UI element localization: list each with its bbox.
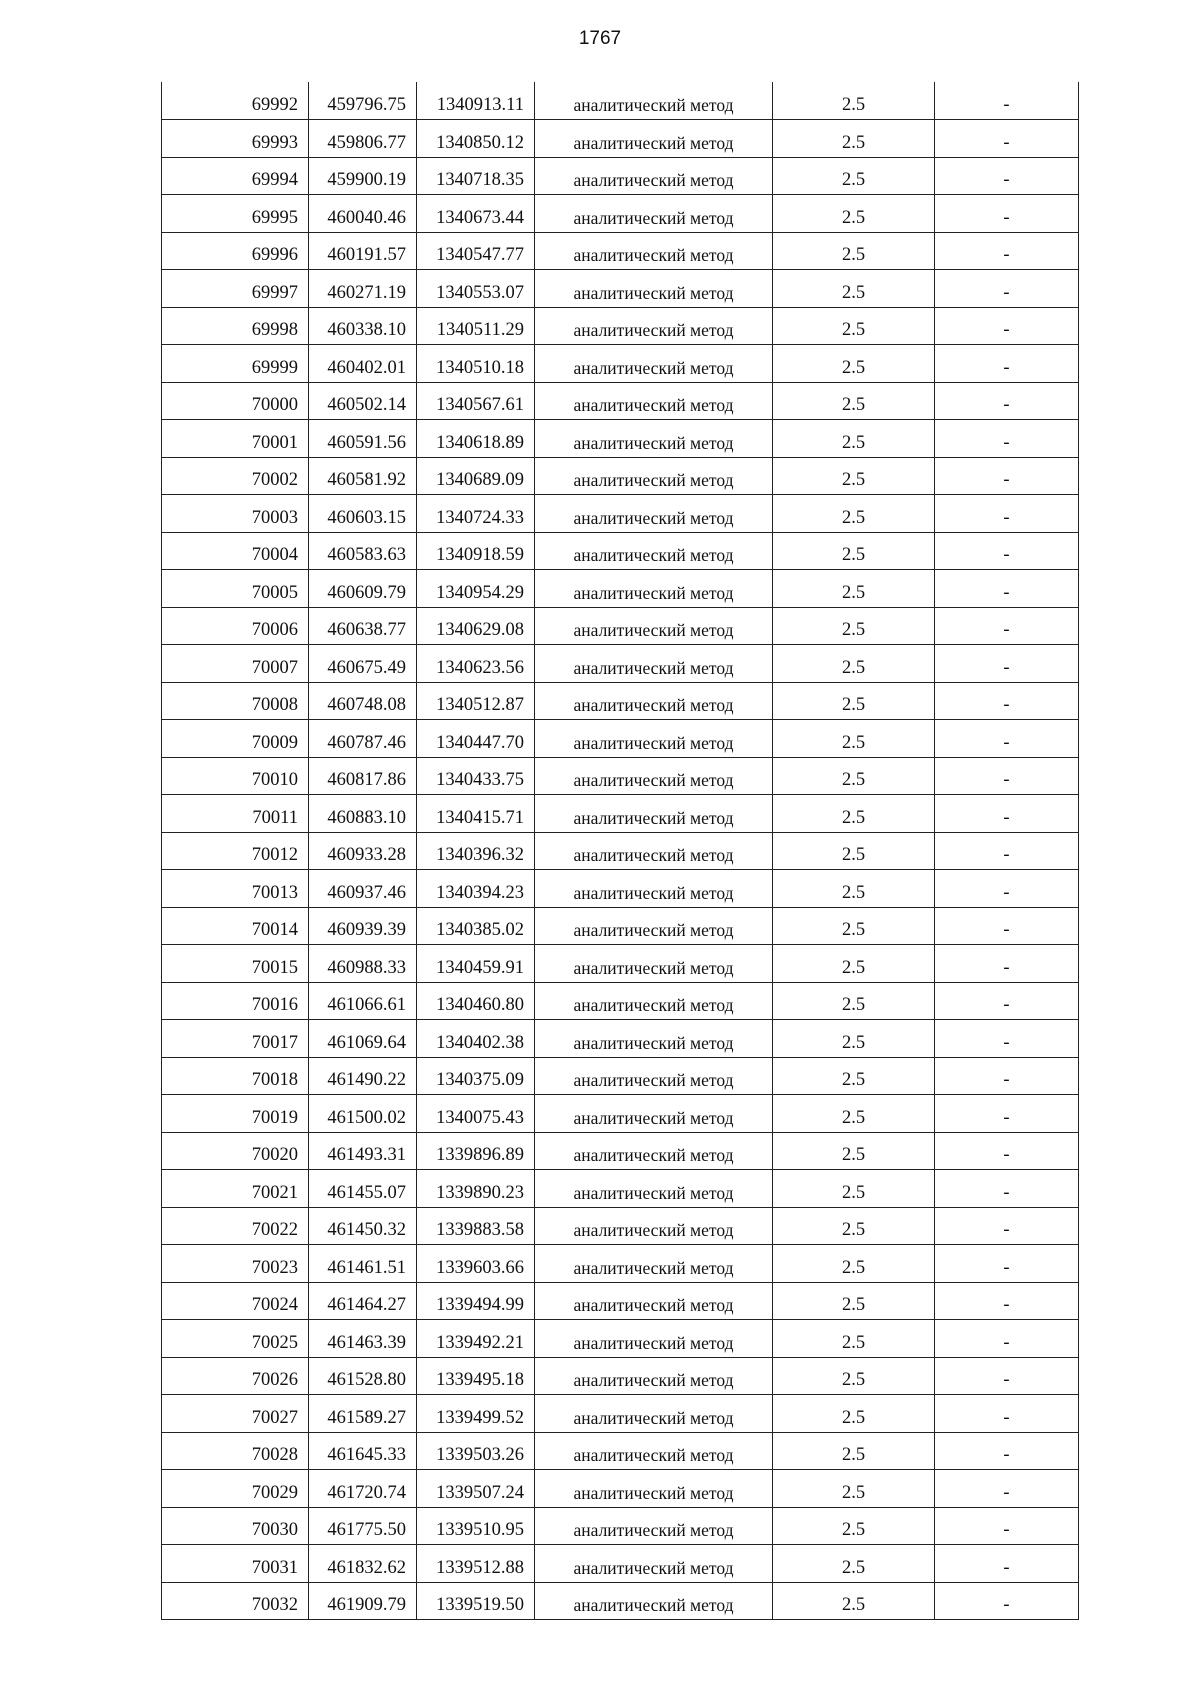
table-row — [162, 420, 1079, 458]
note-cell: - — [935, 907, 1079, 945]
y-coordinate-cell: 1340375.09 — [417, 1057, 535, 1095]
y-coordinate-cell: 1340460.80 — [417, 982, 535, 1020]
x-coordinate-cell: 461069.64 — [309, 1020, 417, 1058]
x-coordinate-cell: 461500.02 — [309, 1095, 417, 1133]
method-cell: аналитический метод — [535, 82, 773, 120]
point-number-cell: 69994 — [162, 157, 309, 195]
x-coordinate-cell: 460883.10 — [309, 795, 417, 833]
x-coordinate-cell: 461720.74 — [309, 1470, 417, 1508]
note-cell: - — [935, 532, 1079, 570]
y-coordinate-cell: 1340850.12 — [417, 120, 535, 158]
note-cell: - — [935, 1245, 1079, 1283]
point-number-cell: 70010 — [162, 757, 309, 795]
table-row — [162, 1057, 1079, 1095]
table-row — [162, 870, 1079, 908]
method-cell: аналитический метод — [535, 495, 773, 533]
y-coordinate-cell: 1340567.61 — [417, 382, 535, 420]
table-row — [162, 1095, 1079, 1133]
accuracy-cell: 2.5 — [773, 420, 935, 458]
y-coordinate-cell: 1340402.38 — [417, 1020, 535, 1058]
accuracy-cell: 2.5 — [773, 195, 935, 233]
method-cell: аналитический метод — [535, 1132, 773, 1170]
accuracy-cell: 2.5 — [773, 982, 935, 1020]
point-number-cell: 70021 — [162, 1170, 309, 1208]
point-number-cell: 70029 — [162, 1470, 309, 1508]
table-row — [162, 1207, 1079, 1245]
x-coordinate-cell: 460591.56 — [309, 420, 417, 458]
method-cell: аналитический метод — [535, 720, 773, 758]
accuracy-cell: 2.5 — [773, 82, 935, 120]
x-coordinate-cell: 461490.22 — [309, 1057, 417, 1095]
x-coordinate-cell: 459796.75 — [309, 82, 417, 120]
method-cell: аналитический метод — [535, 420, 773, 458]
table-row — [162, 607, 1079, 645]
table-row — [162, 495, 1079, 533]
note-cell: - — [935, 607, 1079, 645]
x-coordinate-cell: 461528.80 — [309, 1357, 417, 1395]
method-cell: аналитический метод — [535, 1432, 773, 1470]
table-row — [162, 1132, 1079, 1170]
x-coordinate-cell: 460581.92 — [309, 457, 417, 495]
table-row — [162, 907, 1079, 945]
y-coordinate-cell: 1340075.43 — [417, 1095, 535, 1133]
method-cell: аналитический метод — [535, 1395, 773, 1433]
table-row — [162, 120, 1079, 158]
y-coordinate-cell: 1339492.21 — [417, 1320, 535, 1358]
accuracy-cell: 2.5 — [773, 795, 935, 833]
method-cell: аналитический метод — [535, 1057, 773, 1095]
point-number-cell: 70023 — [162, 1245, 309, 1283]
accuracy-cell: 2.5 — [773, 1470, 935, 1508]
x-coordinate-cell: 460933.28 — [309, 832, 417, 870]
y-coordinate-cell: 1339510.95 — [417, 1507, 535, 1545]
note-cell: - — [935, 1582, 1079, 1620]
x-coordinate-cell: 461450.32 — [309, 1207, 417, 1245]
point-number-cell: 70007 — [162, 645, 309, 683]
y-coordinate-cell: 1340385.02 — [417, 907, 535, 945]
method-cell: аналитический метод — [535, 195, 773, 233]
table-row — [162, 1582, 1079, 1620]
point-number-cell: 70016 — [162, 982, 309, 1020]
note-cell: - — [935, 757, 1079, 795]
note-cell: - — [935, 270, 1079, 308]
x-coordinate-cell: 460191.57 — [309, 232, 417, 270]
y-coordinate-cell: 1340623.56 — [417, 645, 535, 683]
y-coordinate-cell: 1340394.23 — [417, 870, 535, 908]
y-coordinate-cell: 1340918.59 — [417, 532, 535, 570]
method-cell: аналитический метод — [535, 570, 773, 608]
accuracy-cell: 2.5 — [773, 457, 935, 495]
note-cell: - — [935, 832, 1079, 870]
note-cell: - — [935, 1320, 1079, 1358]
page-number: 1767 — [578, 28, 622, 49]
table-row — [162, 720, 1079, 758]
method-cell: аналитический метод — [535, 982, 773, 1020]
method-cell: аналитический метод — [535, 1470, 773, 1508]
accuracy-cell: 2.5 — [773, 1545, 935, 1583]
x-coordinate-cell: 461909.79 — [309, 1582, 417, 1620]
y-coordinate-cell: 1340553.07 — [417, 270, 535, 308]
note-cell: - — [935, 1470, 1079, 1508]
x-coordinate-cell: 460583.63 — [309, 532, 417, 570]
y-coordinate-cell: 1339503.26 — [417, 1432, 535, 1470]
y-coordinate-cell: 1340724.33 — [417, 495, 535, 533]
point-number-cell: 70001 — [162, 420, 309, 458]
table-row — [162, 457, 1079, 495]
note-cell: - — [935, 345, 1079, 383]
point-number-cell: 69995 — [162, 195, 309, 233]
accuracy-cell: 2.5 — [773, 907, 935, 945]
x-coordinate-cell: 460502.14 — [309, 382, 417, 420]
accuracy-cell: 2.5 — [773, 232, 935, 270]
note-cell: - — [935, 570, 1079, 608]
method-cell: аналитический метод — [535, 1545, 773, 1583]
note-cell: - — [935, 1207, 1079, 1245]
method-cell: аналитический метод — [535, 345, 773, 383]
accuracy-cell: 2.5 — [773, 345, 935, 383]
table-row — [162, 270, 1079, 308]
x-coordinate-cell: 459806.77 — [309, 120, 417, 158]
y-coordinate-cell: 1340433.75 — [417, 757, 535, 795]
accuracy-cell: 2.5 — [773, 1357, 935, 1395]
method-cell: аналитический метод — [535, 1095, 773, 1133]
point-number-cell: 70026 — [162, 1357, 309, 1395]
y-coordinate-cell: 1339603.66 — [417, 1245, 535, 1283]
table-row — [162, 1282, 1079, 1320]
x-coordinate-cell: 461066.61 — [309, 982, 417, 1020]
note-cell: - — [935, 720, 1079, 758]
accuracy-cell: 2.5 — [773, 1057, 935, 1095]
method-cell: аналитический метод — [535, 1245, 773, 1283]
table-row — [162, 795, 1079, 833]
accuracy-cell: 2.5 — [773, 1395, 935, 1433]
table-row — [162, 982, 1079, 1020]
table-row — [162, 1170, 1079, 1208]
point-number-cell: 70028 — [162, 1432, 309, 1470]
point-number-cell: 70030 — [162, 1507, 309, 1545]
note-cell: - — [935, 1545, 1079, 1583]
point-number-cell: 70013 — [162, 870, 309, 908]
accuracy-cell: 2.5 — [773, 120, 935, 158]
point-number-cell: 70003 — [162, 495, 309, 533]
method-cell: аналитический метод — [535, 1170, 773, 1208]
table-row — [162, 1395, 1079, 1433]
point-number-cell: 70015 — [162, 945, 309, 983]
table-row — [162, 757, 1079, 795]
x-coordinate-cell: 460609.79 — [309, 570, 417, 608]
y-coordinate-cell: 1340954.29 — [417, 570, 535, 608]
accuracy-cell: 2.5 — [773, 1095, 935, 1133]
accuracy-cell: 2.5 — [773, 495, 935, 533]
note-cell: - — [935, 82, 1079, 120]
point-number-cell: 70032 — [162, 1582, 309, 1620]
table-row — [162, 307, 1079, 345]
method-cell: аналитический метод — [535, 1020, 773, 1058]
y-coordinate-cell: 1340396.32 — [417, 832, 535, 870]
point-number-cell: 70022 — [162, 1207, 309, 1245]
table-row — [162, 1545, 1079, 1583]
x-coordinate-cell: 460638.77 — [309, 607, 417, 645]
table-row — [162, 570, 1079, 608]
method-cell: аналитический метод — [535, 532, 773, 570]
accuracy-cell: 2.5 — [773, 645, 935, 683]
point-number-cell: 70002 — [162, 457, 309, 495]
x-coordinate-cell: 460675.49 — [309, 645, 417, 683]
y-coordinate-cell: 1339494.99 — [417, 1282, 535, 1320]
table-row — [162, 1357, 1079, 1395]
table-row — [162, 832, 1079, 870]
method-cell: аналитический метод — [535, 1507, 773, 1545]
note-cell: - — [935, 120, 1079, 158]
note-cell: - — [935, 157, 1079, 195]
x-coordinate-cell: 460338.10 — [309, 307, 417, 345]
method-cell: аналитический метод — [535, 1282, 773, 1320]
point-number-cell: 70008 — [162, 682, 309, 720]
point-number-cell: 70025 — [162, 1320, 309, 1358]
point-number-cell: 70011 — [162, 795, 309, 833]
note-cell: - — [935, 382, 1079, 420]
x-coordinate-cell: 460271.19 — [309, 270, 417, 308]
x-coordinate-cell: 460402.01 — [309, 345, 417, 383]
y-coordinate-cell: 1340459.91 — [417, 945, 535, 983]
point-number-cell: 70006 — [162, 607, 309, 645]
method-cell: аналитический метод — [535, 757, 773, 795]
note-cell: - — [935, 1507, 1079, 1545]
point-number-cell: 70020 — [162, 1132, 309, 1170]
note-cell: - — [935, 1395, 1079, 1433]
method-cell: аналитический метод — [535, 157, 773, 195]
accuracy-cell: 2.5 — [773, 832, 935, 870]
accuracy-cell: 2.5 — [773, 270, 935, 308]
accuracy-cell: 2.5 — [773, 870, 935, 908]
method-cell: аналитический метод — [535, 1357, 773, 1395]
note-cell: - — [935, 457, 1079, 495]
y-coordinate-cell: 1340673.44 — [417, 195, 535, 233]
accuracy-cell: 2.5 — [773, 945, 935, 983]
method-cell: аналитический метод — [535, 1320, 773, 1358]
note-cell: - — [935, 1095, 1079, 1133]
table-row — [162, 645, 1079, 683]
y-coordinate-cell: 1340510.18 — [417, 345, 535, 383]
point-number-cell: 70031 — [162, 1545, 309, 1583]
accuracy-cell: 2.5 — [773, 757, 935, 795]
note-cell: - — [935, 682, 1079, 720]
x-coordinate-cell: 461455.07 — [309, 1170, 417, 1208]
point-number-cell: 70019 — [162, 1095, 309, 1133]
coordinates-table-container — [161, 82, 1078, 1620]
point-number-cell: 70017 — [162, 1020, 309, 1058]
x-coordinate-cell: 460939.39 — [309, 907, 417, 945]
method-cell: аналитический метод — [535, 307, 773, 345]
table-row — [162, 157, 1079, 195]
note-cell: - — [935, 307, 1079, 345]
table-row — [162, 1470, 1079, 1508]
method-cell: аналитический метод — [535, 1582, 773, 1620]
note-cell: - — [935, 1057, 1079, 1095]
y-coordinate-cell: 1340447.70 — [417, 720, 535, 758]
y-coordinate-cell: 1340718.35 — [417, 157, 535, 195]
x-coordinate-cell: 461832.62 — [309, 1545, 417, 1583]
method-cell: аналитический метод — [535, 1207, 773, 1245]
point-number-cell: 69993 — [162, 120, 309, 158]
point-number-cell: 70024 — [162, 1282, 309, 1320]
y-coordinate-cell: 1339499.52 — [417, 1395, 535, 1433]
table-row — [162, 1245, 1079, 1283]
x-coordinate-cell: 460787.46 — [309, 720, 417, 758]
point-number-cell: 70000 — [162, 382, 309, 420]
method-cell: аналитический метод — [535, 870, 773, 908]
method-cell: аналитический метод — [535, 607, 773, 645]
note-cell: - — [935, 982, 1079, 1020]
note-cell: - — [935, 420, 1079, 458]
accuracy-cell: 2.5 — [773, 157, 935, 195]
accuracy-cell: 2.5 — [773, 1582, 935, 1620]
point-number-cell: 70005 — [162, 570, 309, 608]
coordinates-table — [161, 82, 1079, 1620]
accuracy-cell: 2.5 — [773, 682, 935, 720]
x-coordinate-cell: 460817.86 — [309, 757, 417, 795]
point-number-cell: 70014 — [162, 907, 309, 945]
method-cell: аналитический метод — [535, 270, 773, 308]
method-cell: аналитический метод — [535, 945, 773, 983]
note-cell: - — [935, 1170, 1079, 1208]
table-row — [162, 1320, 1079, 1358]
x-coordinate-cell: 461493.31 — [309, 1132, 417, 1170]
point-number-cell: 69999 — [162, 345, 309, 383]
x-coordinate-cell: 461464.27 — [309, 1282, 417, 1320]
y-coordinate-cell: 1340512.87 — [417, 682, 535, 720]
point-number-cell: 70018 — [162, 1057, 309, 1095]
x-coordinate-cell: 460603.15 — [309, 495, 417, 533]
y-coordinate-cell: 1340547.77 — [417, 232, 535, 270]
note-cell: - — [935, 870, 1079, 908]
x-coordinate-cell: 460937.46 — [309, 870, 417, 908]
note-cell: - — [935, 1357, 1079, 1395]
note-cell: - — [935, 1132, 1079, 1170]
accuracy-cell: 2.5 — [773, 1432, 935, 1470]
table-row — [162, 1432, 1079, 1470]
accuracy-cell: 2.5 — [773, 307, 935, 345]
y-coordinate-cell: 1339519.50 — [417, 1582, 535, 1620]
method-cell: аналитический метод — [535, 682, 773, 720]
x-coordinate-cell: 461645.33 — [309, 1432, 417, 1470]
table-row — [162, 82, 1079, 120]
y-coordinate-cell: 1340511.29 — [417, 307, 535, 345]
note-cell: - — [935, 1432, 1079, 1470]
accuracy-cell: 2.5 — [773, 570, 935, 608]
method-cell: аналитический метод — [535, 382, 773, 420]
point-number-cell: 69997 — [162, 270, 309, 308]
note-cell: - — [935, 945, 1079, 983]
point-number-cell: 69998 — [162, 307, 309, 345]
accuracy-cell: 2.5 — [773, 1020, 935, 1058]
accuracy-cell: 2.5 — [773, 1507, 935, 1545]
accuracy-cell: 2.5 — [773, 1320, 935, 1358]
x-coordinate-cell: 460748.08 — [309, 682, 417, 720]
method-cell: аналитический метод — [535, 457, 773, 495]
table-row — [162, 682, 1079, 720]
table-row — [162, 1507, 1079, 1545]
y-coordinate-cell: 1340689.09 — [417, 457, 535, 495]
note-cell: - — [935, 795, 1079, 833]
accuracy-cell: 2.5 — [773, 1207, 935, 1245]
note-cell: - — [935, 195, 1079, 233]
method-cell: аналитический метод — [535, 907, 773, 945]
y-coordinate-cell: 1339883.58 — [417, 1207, 535, 1245]
x-coordinate-cell: 460988.33 — [309, 945, 417, 983]
table-row — [162, 945, 1079, 983]
method-cell: аналитический метод — [535, 232, 773, 270]
y-coordinate-cell: 1339896.89 — [417, 1132, 535, 1170]
x-coordinate-cell: 461589.27 — [309, 1395, 417, 1433]
y-coordinate-cell: 1340415.71 — [417, 795, 535, 833]
table-row — [162, 345, 1079, 383]
x-coordinate-cell: 459900.19 — [309, 157, 417, 195]
table-row — [162, 382, 1079, 420]
note-cell: - — [935, 495, 1079, 533]
note-cell: - — [935, 1020, 1079, 1058]
y-coordinate-cell: 1340618.89 — [417, 420, 535, 458]
accuracy-cell: 2.5 — [773, 1132, 935, 1170]
point-number-cell: 70027 — [162, 1395, 309, 1433]
method-cell: аналитический метод — [535, 120, 773, 158]
point-number-cell: 70004 — [162, 532, 309, 570]
x-coordinate-cell: 461775.50 — [309, 1507, 417, 1545]
point-number-cell: 69996 — [162, 232, 309, 270]
y-coordinate-cell: 1340913.11 — [417, 82, 535, 120]
table-body — [162, 82, 1079, 1620]
accuracy-cell: 2.5 — [773, 720, 935, 758]
y-coordinate-cell: 1339495.18 — [417, 1357, 535, 1395]
x-coordinate-cell: 460040.46 — [309, 195, 417, 233]
y-coordinate-cell: 1339512.88 — [417, 1545, 535, 1583]
note-cell: - — [935, 1282, 1079, 1320]
x-coordinate-cell: 461463.39 — [309, 1320, 417, 1358]
y-coordinate-cell: 1339507.24 — [417, 1470, 535, 1508]
accuracy-cell: 2.5 — [773, 1170, 935, 1208]
y-coordinate-cell: 1339890.23 — [417, 1170, 535, 1208]
accuracy-cell: 2.5 — [773, 1245, 935, 1283]
point-number-cell: 70009 — [162, 720, 309, 758]
table-row — [162, 1020, 1079, 1058]
accuracy-cell: 2.5 — [773, 532, 935, 570]
point-number-cell: 69992 — [162, 82, 309, 120]
point-number-cell: 70012 — [162, 832, 309, 870]
note-cell: - — [935, 232, 1079, 270]
method-cell: аналитический метод — [535, 832, 773, 870]
table-row — [162, 232, 1079, 270]
accuracy-cell: 2.5 — [773, 382, 935, 420]
x-coordinate-cell: 461461.51 — [309, 1245, 417, 1283]
method-cell: аналитический метод — [535, 645, 773, 683]
accuracy-cell: 2.5 — [773, 607, 935, 645]
note-cell: - — [935, 645, 1079, 683]
method-cell: аналитический метод — [535, 795, 773, 833]
table-row — [162, 532, 1079, 570]
accuracy-cell: 2.5 — [773, 1282, 935, 1320]
table-row — [162, 195, 1079, 233]
y-coordinate-cell: 1340629.08 — [417, 607, 535, 645]
